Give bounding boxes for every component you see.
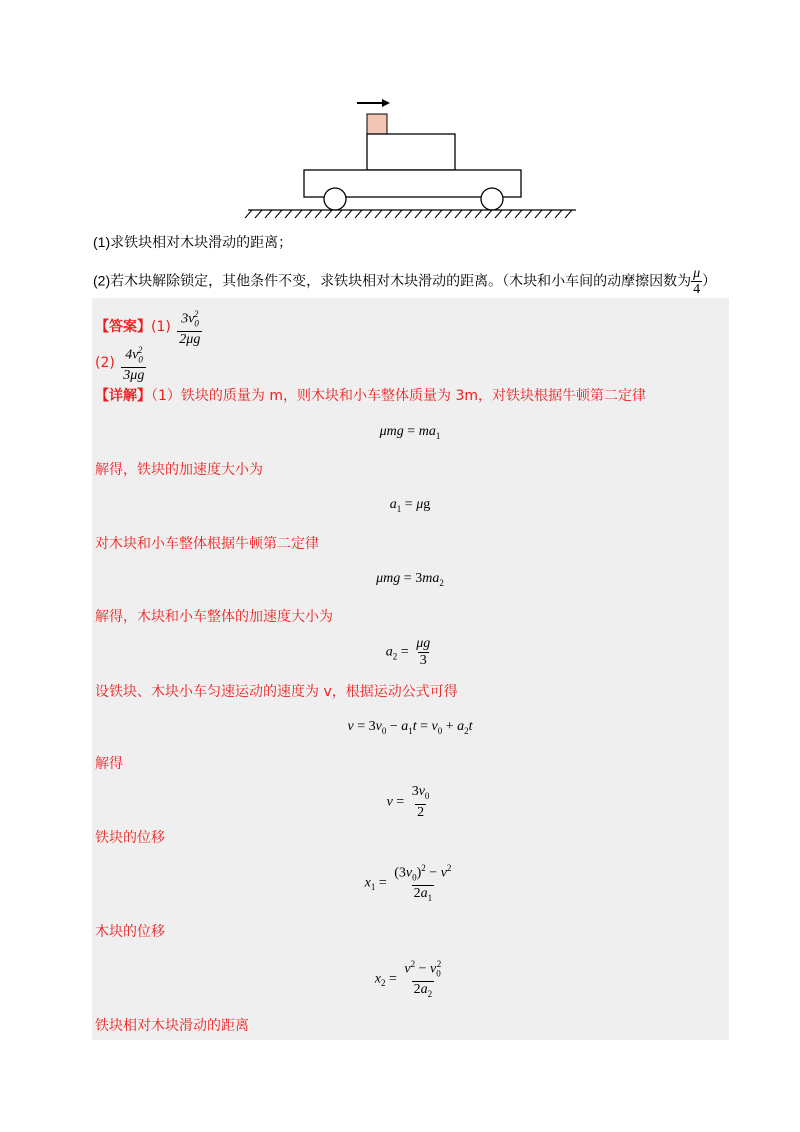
detail-text-3: 解得，木块和小车整体的加速度大小为 — [95, 609, 333, 625]
ground-hatching — [245, 210, 572, 218]
cart-wheel-left — [324, 188, 346, 210]
detail-label: 【详解】 — [95, 388, 151, 404]
question-2-close: ） — [702, 273, 717, 290]
question-2 — [93, 266, 716, 297]
answer-2-numerator: $4v_0^2$ — [125, 345, 143, 365]
detail-text-8: 铁块相对木块滑动的距离 — [95, 1018, 249, 1034]
answer-label: 【答案】 — [95, 319, 151, 336]
answer-line-2 — [95, 342, 148, 384]
fraction-numerator: μ — [693, 266, 701, 281]
fraction-denominator: 4 — [693, 282, 701, 297]
equation-6: v = $\frac{3v_0}{2}$ — [386, 784, 430, 820]
question-1-number: (1) — [93, 234, 111, 250]
answer-2-denominator: 3μg — [123, 368, 145, 384]
detail-text-6: 铁块的位移 — [95, 830, 165, 846]
cart-wheel-right — [481, 188, 503, 210]
answer-panel — [92, 298, 729, 1040]
equation-1: $\mu mg = ma_1$ — [379, 424, 441, 441]
answer-part-2: (2) — [95, 355, 115, 372]
equation-3: $\mu mg = 3ma_2$ — [376, 571, 444, 588]
iron-block — [367, 114, 387, 134]
detail-intro — [95, 386, 646, 406]
question-1 — [93, 232, 292, 253]
detail-text-5: 解得 — [95, 756, 123, 772]
arrow-head — [382, 99, 390, 107]
detail-text-4: 设铁块、木块小车匀速运动的速度为 v，根据运动公式可得 — [95, 684, 458, 700]
detail-text-1: 解得，铁块的加速度大小为 — [95, 462, 263, 478]
detail-text-7: 木块的位移 — [95, 924, 165, 940]
equation-7: $x_1$ = $\frac{(3v_0)^2 - v^2}{2a_1}$ — [0, 860, 800, 906]
question-2-number: (2) — [93, 272, 111, 289]
equation-5: $v = 3v_0 - a_1t = v_0 + a_2t$ — [347, 719, 473, 736]
answer-part-1: (1) — [151, 319, 171, 336]
answer-1-fraction — [177, 306, 202, 348]
equation-4: $a_2$ = $\frac{\mu g}{3}$ — [385, 636, 431, 668]
friction-coefficient-fraction — [691, 266, 702, 297]
equation-8: $x_2$ = $\frac{v^2 - v_0^2}{2a_2}$ — [0, 956, 800, 1002]
answer-1-numerator: $3v_0^2$ — [181, 309, 199, 329]
detail-intro-text: （1）铁块的质量为 m，则木块和小车整体质量为 3m，对铁块根据牛顿第二定律 — [151, 388, 646, 404]
answer-1-denominator: 2μg — [179, 332, 201, 348]
question-2-text: 若木块解除锁定，其他条件不变，求铁块相对木块滑动的距离。（木块和小车间的动摩擦因数为 — [110, 273, 692, 290]
answer-2-fraction — [121, 342, 146, 384]
equation-2: $a_1 = \mu g$ — [389, 497, 431, 514]
cart-diagram — [240, 92, 580, 222]
question-1-text: 求铁块相对木块滑动的距离； — [110, 235, 293, 251]
detail-text-2: 对木块和小车整体根据牛顿第二定律 — [95, 536, 319, 552]
wooden-block — [367, 134, 455, 170]
